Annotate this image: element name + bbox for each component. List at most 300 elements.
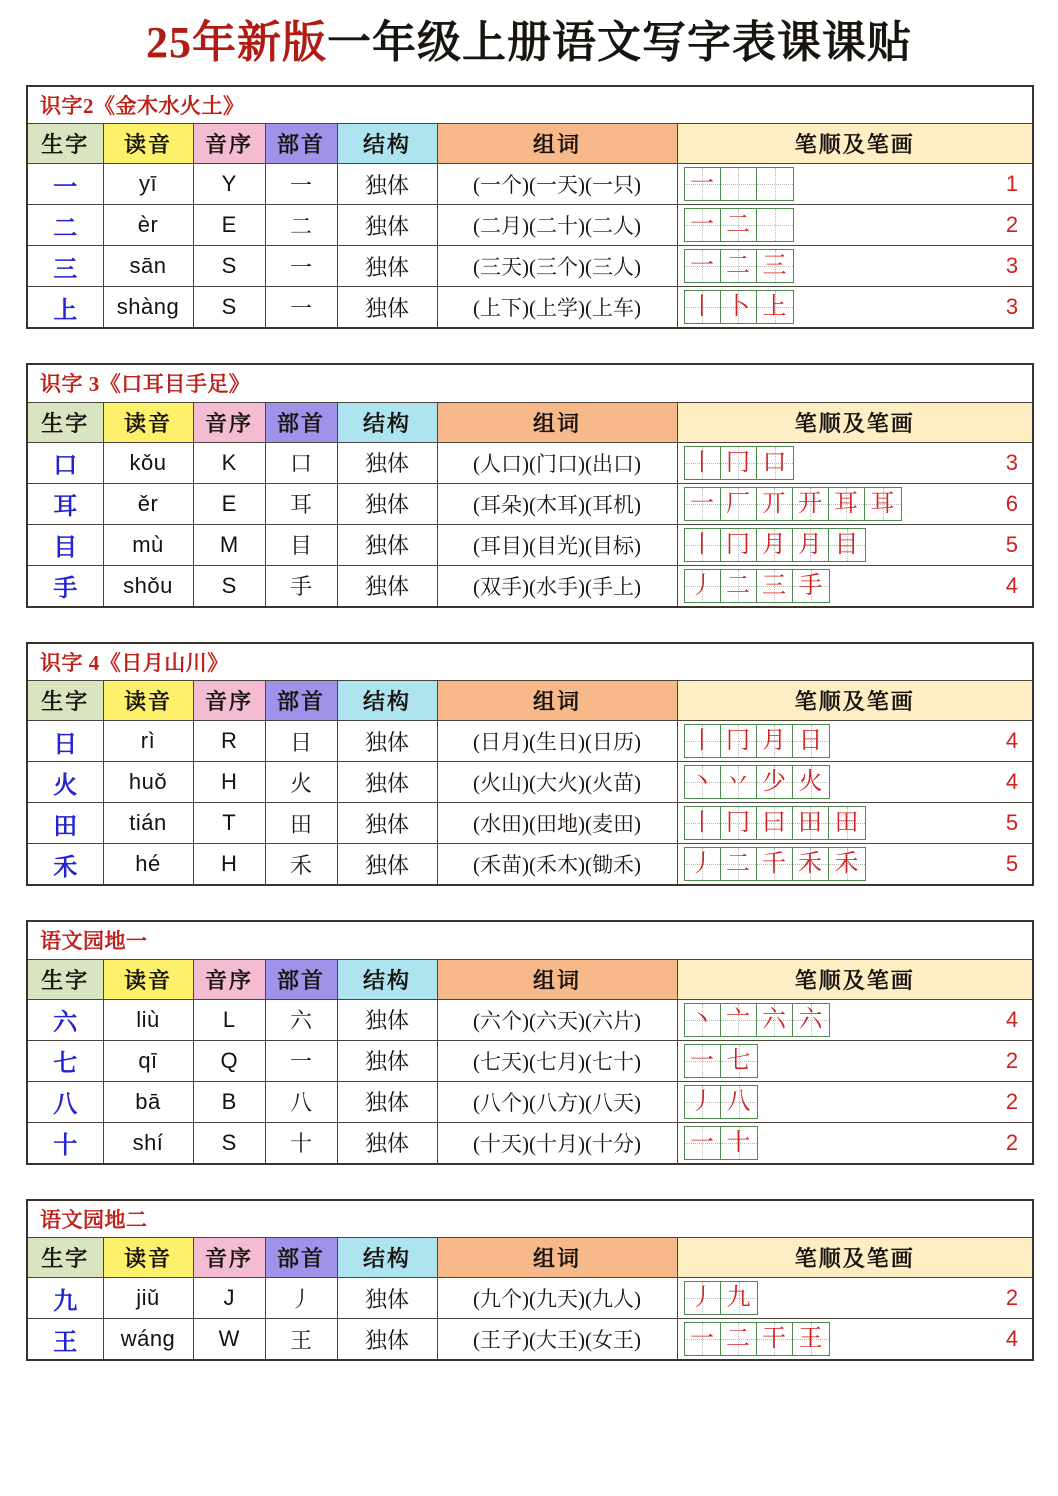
stroke-step-glyph: 厂 [726, 490, 750, 517]
character-cell [27, 205, 103, 246]
table-row [27, 442, 1033, 483]
initial-letter: T [222, 810, 236, 836]
initial-letter-cell [193, 1040, 265, 1081]
stroke-order-strip-wrap [678, 566, 1033, 606]
stroke-step-glyph: 丨 [690, 449, 714, 476]
example-words: (禾苗)(禾木)(锄禾) [473, 853, 641, 878]
stroke-step-glyph: 一 [690, 212, 714, 239]
table-row [27, 844, 1033, 886]
pinyin-cell [103, 762, 193, 803]
stroke-step-glyph: 十 [726, 1129, 751, 1156]
tianzige-grid-strip [684, 724, 830, 758]
column-header-jie-gou: 结构 [337, 1238, 437, 1278]
example-words-cell [437, 205, 677, 246]
stroke-step-glyph: 六 [798, 1006, 823, 1033]
pinyin-cell [103, 1319, 193, 1361]
initial-letter: R [221, 728, 237, 754]
stroke-step-glyph: 丨 [690, 728, 714, 755]
column-header-du-yin: 读音 [103, 124, 193, 164]
tianzige-grid-strip [684, 290, 794, 324]
table-row [27, 287, 1033, 329]
pinyin-cell [103, 999, 193, 1040]
structure: 独体 [364, 172, 409, 198]
example-words-cell [437, 524, 677, 565]
page-title-red: 25年新版 [146, 18, 327, 67]
structure-cell [337, 483, 437, 524]
example-words: (一个)(一天)(一只) [473, 173, 641, 198]
structure-cell [337, 1081, 437, 1122]
stroke-step-glyph: 六 [762, 1006, 786, 1033]
initial-letter-cell [193, 1278, 265, 1319]
stroke-step-glyph: 七 [726, 1047, 751, 1074]
character: 九 [53, 1288, 78, 1315]
tianzige-cell [757, 1004, 793, 1036]
column-header-jie-gou: 结构 [337, 124, 437, 164]
initial-letter: S [221, 1129, 237, 1155]
stroke-count: 6 [1005, 490, 1019, 516]
table-row [27, 1122, 1033, 1164]
structure: 独体 [364, 852, 409, 878]
structure-cell [337, 164, 437, 205]
stroke-order-cell [677, 164, 1033, 205]
stroke-step-glyph: 一 [690, 490, 714, 517]
tianzige-cell [793, 766, 829, 798]
character: 耳 [53, 494, 78, 521]
example-words: (二月)(二十)(二人) [473, 214, 641, 239]
structure: 独体 [364, 1286, 409, 1312]
pinyin-cell [103, 1122, 193, 1164]
radical-cell [265, 524, 337, 565]
stroke-step-glyph: 丨 [690, 531, 714, 558]
tianzige-cell [721, 447, 757, 479]
tianzige-cell [685, 1282, 721, 1314]
radical-cell [265, 1122, 337, 1164]
initial-letter: M [219, 531, 239, 557]
pinyin: rì [140, 728, 156, 754]
stroke-step-glyph: 丌 [762, 490, 786, 517]
tianzige-cell [685, 291, 721, 323]
stroke-step-glyph: 手 [798, 572, 823, 599]
stroke-step-glyph: 一 [690, 253, 714, 280]
initial-letter-cell [193, 844, 265, 886]
stroke-step-glyph: 冂 [726, 728, 750, 755]
character-cell [27, 1278, 103, 1319]
tianzige-grid-strip [684, 1281, 758, 1315]
example-words-cell [437, 999, 677, 1040]
stroke-order-cell [677, 205, 1033, 246]
table-row [27, 524, 1033, 565]
stroke-step-glyph: 二 [726, 212, 750, 239]
section-banner-cell [27, 364, 1033, 402]
tianzige-grid-strip [684, 528, 866, 562]
example-words: (人口)(门口)(出口) [473, 451, 641, 476]
stroke-count: 5 [1005, 531, 1019, 557]
table-row [27, 999, 1033, 1040]
stroke-order-cell [677, 844, 1033, 886]
structure-cell [337, 524, 437, 565]
character: 禾 [53, 854, 78, 881]
stroke-step-glyph: 干 [762, 1326, 786, 1353]
radical: 一 [289, 254, 312, 280]
tianzige-cell [757, 209, 793, 241]
tianzige-cell [829, 529, 865, 561]
example-words-cell [437, 721, 677, 762]
stroke-order-strip-wrap [678, 205, 1033, 245]
radical-cell [265, 803, 337, 844]
radical-cell [265, 565, 337, 607]
stroke-step-glyph: 月 [762, 728, 786, 755]
table-row [27, 1081, 1033, 1122]
initial-letter: W [218, 1326, 240, 1352]
radical-cell [265, 205, 337, 246]
stroke-order-strip-wrap [678, 721, 1033, 761]
pinyin: shǒu [123, 572, 173, 598]
initial-letter-cell [193, 565, 265, 607]
tianzige-cell [757, 570, 793, 602]
example-words: (火山)(大火)(火苗) [473, 771, 641, 796]
initial-letter: B [221, 1088, 237, 1114]
section-banner-title: 识字2《金木水火土》 [40, 93, 245, 118]
character-table [26, 85, 1034, 330]
tianzige-grid-strip [684, 847, 866, 881]
radical-cell [265, 1319, 337, 1361]
character: 二 [53, 215, 78, 242]
column-header-bi-shun: 笔顺及笔画 [677, 681, 1033, 721]
example-words-cell [437, 803, 677, 844]
stroke-order-cell [677, 442, 1033, 483]
tianzige-grid-strip [684, 208, 794, 242]
tianzige-cell [721, 1282, 757, 1314]
stroke-step-glyph: 开 [798, 490, 822, 517]
tianzige-cell [721, 1323, 757, 1355]
initial-letter-cell [193, 524, 265, 565]
radical: 口 [289, 451, 312, 477]
character-cell [27, 844, 103, 886]
stroke-step-glyph [757, 168, 793, 200]
tianzige-cell [757, 447, 793, 479]
character: 日 [53, 731, 78, 758]
radical: 一 [289, 1049, 312, 1075]
pinyin-cell [103, 483, 193, 524]
example-words-cell [437, 1081, 677, 1122]
character: 一 [53, 174, 78, 201]
radical-cell [265, 762, 337, 803]
character-cell [27, 803, 103, 844]
initial-letter-cell [193, 483, 265, 524]
structure-cell [337, 762, 437, 803]
tianzige-cell [685, 447, 721, 479]
example-words-cell [437, 442, 677, 483]
radical-cell [265, 246, 337, 287]
tianzige-cell [829, 488, 865, 520]
structure: 独体 [364, 1049, 409, 1075]
structure-cell [337, 803, 437, 844]
stroke-step-glyph: 田 [834, 810, 859, 837]
tianzige-cell [757, 848, 793, 880]
pinyin: shí [132, 1129, 164, 1155]
stroke-step-glyph: 丷 [726, 769, 750, 796]
section-banner-row [27, 86, 1033, 124]
radical-cell [265, 164, 337, 205]
structure-cell [337, 246, 437, 287]
radical-cell [265, 287, 337, 329]
initial-letter-cell [193, 762, 265, 803]
example-words-cell [437, 483, 677, 524]
stroke-step-glyph: 少 [762, 769, 786, 796]
example-words: (上下)(上学)(上车) [473, 296, 641, 321]
section-banner-row [27, 643, 1033, 681]
sections-container [0, 85, 1058, 1362]
character: 手 [53, 576, 78, 603]
stroke-count: 4 [1005, 572, 1019, 598]
tianzige-cell [757, 1323, 793, 1355]
section-banner-title: 语文园地一 [40, 929, 148, 954]
page-title [0, 0, 1058, 85]
stroke-step-glyph: 冂 [726, 810, 750, 837]
initial-letter-cell [193, 246, 265, 287]
pinyin: hé [135, 851, 161, 877]
stroke-step-glyph: 耳 [870, 490, 895, 517]
tianzige-cell [757, 529, 793, 561]
stroke-step-glyph: 一 [690, 171, 714, 198]
structure-cell [337, 442, 437, 483]
tianzige-cell [757, 250, 793, 282]
stroke-order-strip-wrap [678, 1000, 1033, 1040]
initial-letter-cell [193, 1122, 265, 1164]
pinyin: mù [132, 531, 164, 557]
character-cell [27, 1040, 103, 1081]
character: 火 [53, 772, 78, 799]
structure: 独体 [364, 1090, 409, 1116]
column-header-bi-shun: 笔顺及笔画 [677, 402, 1033, 442]
column-header-yin-xu: 音序 [193, 681, 265, 721]
pinyin-cell [103, 803, 193, 844]
initial-letter: E [221, 212, 237, 238]
stroke-order-strip-wrap [678, 1123, 1033, 1163]
character: 六 [53, 1010, 78, 1037]
structure-cell [337, 1319, 437, 1361]
pinyin-cell [103, 1040, 193, 1081]
column-header-yin-xu: 音序 [193, 402, 265, 442]
tianzige-cell [757, 168, 793, 200]
initial-letter-cell [193, 442, 265, 483]
character-cell [27, 999, 103, 1040]
tianzige-cell [757, 807, 793, 839]
example-words-cell [437, 844, 677, 886]
section-banner-cell [27, 643, 1033, 681]
pinyin-cell [103, 164, 193, 205]
example-words: (三天)(三个)(三人) [473, 255, 641, 280]
character: 三 [53, 256, 78, 283]
stroke-step-glyph: 一 [690, 1129, 714, 1156]
lesson-section [26, 642, 1032, 887]
column-header-zu-ci: 组词 [437, 959, 677, 999]
stroke-order-cell [677, 287, 1033, 329]
radical: 田 [289, 811, 312, 837]
character-cell [27, 1319, 103, 1361]
example-words-cell [437, 762, 677, 803]
radical: 一 [289, 295, 312, 321]
lesson-section [26, 920, 1032, 1165]
section-banner-row [27, 921, 1033, 959]
tianzige-cell [685, 848, 721, 880]
example-words-cell [437, 164, 677, 205]
radical: 六 [289, 1008, 312, 1034]
stroke-order-cell [677, 721, 1033, 762]
column-header-bu-shou: 部首 [265, 402, 337, 442]
column-header-zu-ci: 组词 [437, 681, 677, 721]
section-banner-row [27, 1200, 1033, 1238]
tianzige-cell [685, 725, 721, 757]
stroke-order-cell [677, 483, 1033, 524]
tianzige-cell [757, 488, 793, 520]
tianzige-cell [685, 766, 721, 798]
stroke-count: 3 [1005, 253, 1019, 279]
character: 十 [53, 1133, 78, 1160]
stroke-step-glyph: 三 [762, 572, 786, 599]
example-words-cell [437, 1122, 677, 1164]
tianzige-grid-strip [684, 446, 794, 480]
tianzige-grid-strip [684, 1126, 758, 1160]
tianzige-cell [721, 1045, 757, 1077]
tianzige-cell [685, 1045, 721, 1077]
pinyin-cell [103, 844, 193, 886]
character-cell [27, 721, 103, 762]
table-header-row [27, 959, 1033, 999]
column-header-yin-xu: 音序 [193, 124, 265, 164]
pinyin: kǒu [129, 449, 167, 475]
radical-cell [265, 442, 337, 483]
stroke-step-glyph: 三 [762, 253, 787, 280]
tianzige-cell [793, 848, 829, 880]
tianzige-grid-strip [684, 765, 830, 799]
structure: 独体 [364, 1131, 409, 1157]
tianzige-grid-strip [684, 569, 830, 603]
radical-cell [265, 1278, 337, 1319]
section-banner-cell [27, 1200, 1033, 1238]
radical-cell [265, 1040, 337, 1081]
stroke-order-cell [677, 524, 1033, 565]
table-row [27, 1040, 1033, 1081]
tianzige-cell [793, 807, 829, 839]
radical: 禾 [289, 852, 312, 878]
structure-cell [337, 721, 437, 762]
initial-letter-cell [193, 1081, 265, 1122]
stroke-count: 4 [1005, 769, 1019, 795]
stroke-count: 3 [1005, 294, 1019, 320]
stroke-order-cell [677, 762, 1033, 803]
stroke-step-glyph: 冂 [726, 531, 750, 558]
stroke-step-glyph: 曰 [762, 810, 786, 837]
column-header-sheng-zi: 生字 [27, 1238, 103, 1278]
radical-cell [265, 1081, 337, 1122]
character-cell [27, 1081, 103, 1122]
character-cell [27, 246, 103, 287]
structure-cell [337, 844, 437, 886]
tianzige-cell [721, 250, 757, 282]
character-table [26, 642, 1034, 887]
column-header-sheng-zi: 生字 [27, 681, 103, 721]
pinyin-cell [103, 1081, 193, 1122]
tianzige-grid-strip [684, 1085, 758, 1119]
pinyin: tián [129, 810, 167, 836]
structure: 独体 [364, 574, 409, 600]
tianzige-grid-strip [684, 249, 794, 283]
structure: 独体 [364, 811, 409, 837]
character-cell [27, 164, 103, 205]
radical: 手 [289, 574, 312, 600]
stroke-order-cell [677, 803, 1033, 844]
stroke-order-strip-wrap [678, 484, 1033, 524]
column-header-jie-gou: 结构 [337, 402, 437, 442]
tianzige-cell [721, 570, 757, 602]
tianzige-cell [793, 488, 829, 520]
initial-letter-cell [193, 205, 265, 246]
stroke-order-cell [677, 999, 1033, 1040]
example-words: (日月)(生日)(日历) [473, 730, 641, 755]
stroke-step-glyph: 口 [762, 449, 787, 476]
table-row [27, 164, 1033, 205]
lesson-section [26, 363, 1032, 608]
stroke-step-glyph: 丿 [690, 572, 714, 599]
character-cell [27, 762, 103, 803]
stroke-count: 2 [1005, 1088, 1019, 1114]
tianzige-cell [685, 807, 721, 839]
tianzige-grid-strip [684, 806, 866, 840]
example-words: (七天)(七月)(七十) [473, 1049, 641, 1074]
stroke-order-cell [677, 1122, 1033, 1164]
radical-cell [265, 999, 337, 1040]
stroke-count: 3 [1005, 449, 1019, 475]
structure-cell [337, 565, 437, 607]
stroke-step-glyph: 一 [690, 1326, 714, 1353]
column-header-bu-shou: 部首 [265, 1238, 337, 1278]
table-row [27, 1278, 1033, 1319]
structure: 独体 [364, 451, 409, 477]
pinyin: bā [135, 1088, 161, 1114]
character-table [26, 363, 1034, 608]
structure-cell [337, 287, 437, 329]
tianzige-grid-strip [684, 167, 794, 201]
table-header-row [27, 124, 1033, 164]
stroke-order-strip-wrap [678, 762, 1033, 802]
stroke-step-glyph: 禾 [798, 851, 822, 878]
structure: 独体 [364, 213, 409, 239]
stroke-step-glyph: 一 [690, 1047, 714, 1074]
tianzige-cell [829, 807, 865, 839]
section-banner-title: 语文园地二 [40, 1207, 148, 1232]
tianzige-cell [721, 529, 757, 561]
stroke-count: 5 [1005, 810, 1019, 836]
table-row [27, 1319, 1033, 1361]
pinyin-cell [103, 442, 193, 483]
stroke-step-glyph: 王 [798, 1326, 823, 1353]
structure-cell [337, 999, 437, 1040]
section-banner-cell [27, 921, 1033, 959]
tianzige-cell [721, 1004, 757, 1036]
tianzige-cell [685, 529, 721, 561]
tianzige-cell [685, 168, 721, 200]
radical-cell [265, 483, 337, 524]
stroke-step-glyph: 卜 [726, 294, 750, 321]
column-header-bu-shou: 部首 [265, 681, 337, 721]
stroke-count: 4 [1005, 1326, 1019, 1352]
stroke-step-glyph: 丿 [690, 851, 714, 878]
stroke-order-cell [677, 1081, 1033, 1122]
column-header-bi-shun: 笔顺及笔画 [677, 1238, 1033, 1278]
table-header-row [27, 402, 1033, 442]
stroke-step-glyph: 丿 [690, 1088, 714, 1115]
